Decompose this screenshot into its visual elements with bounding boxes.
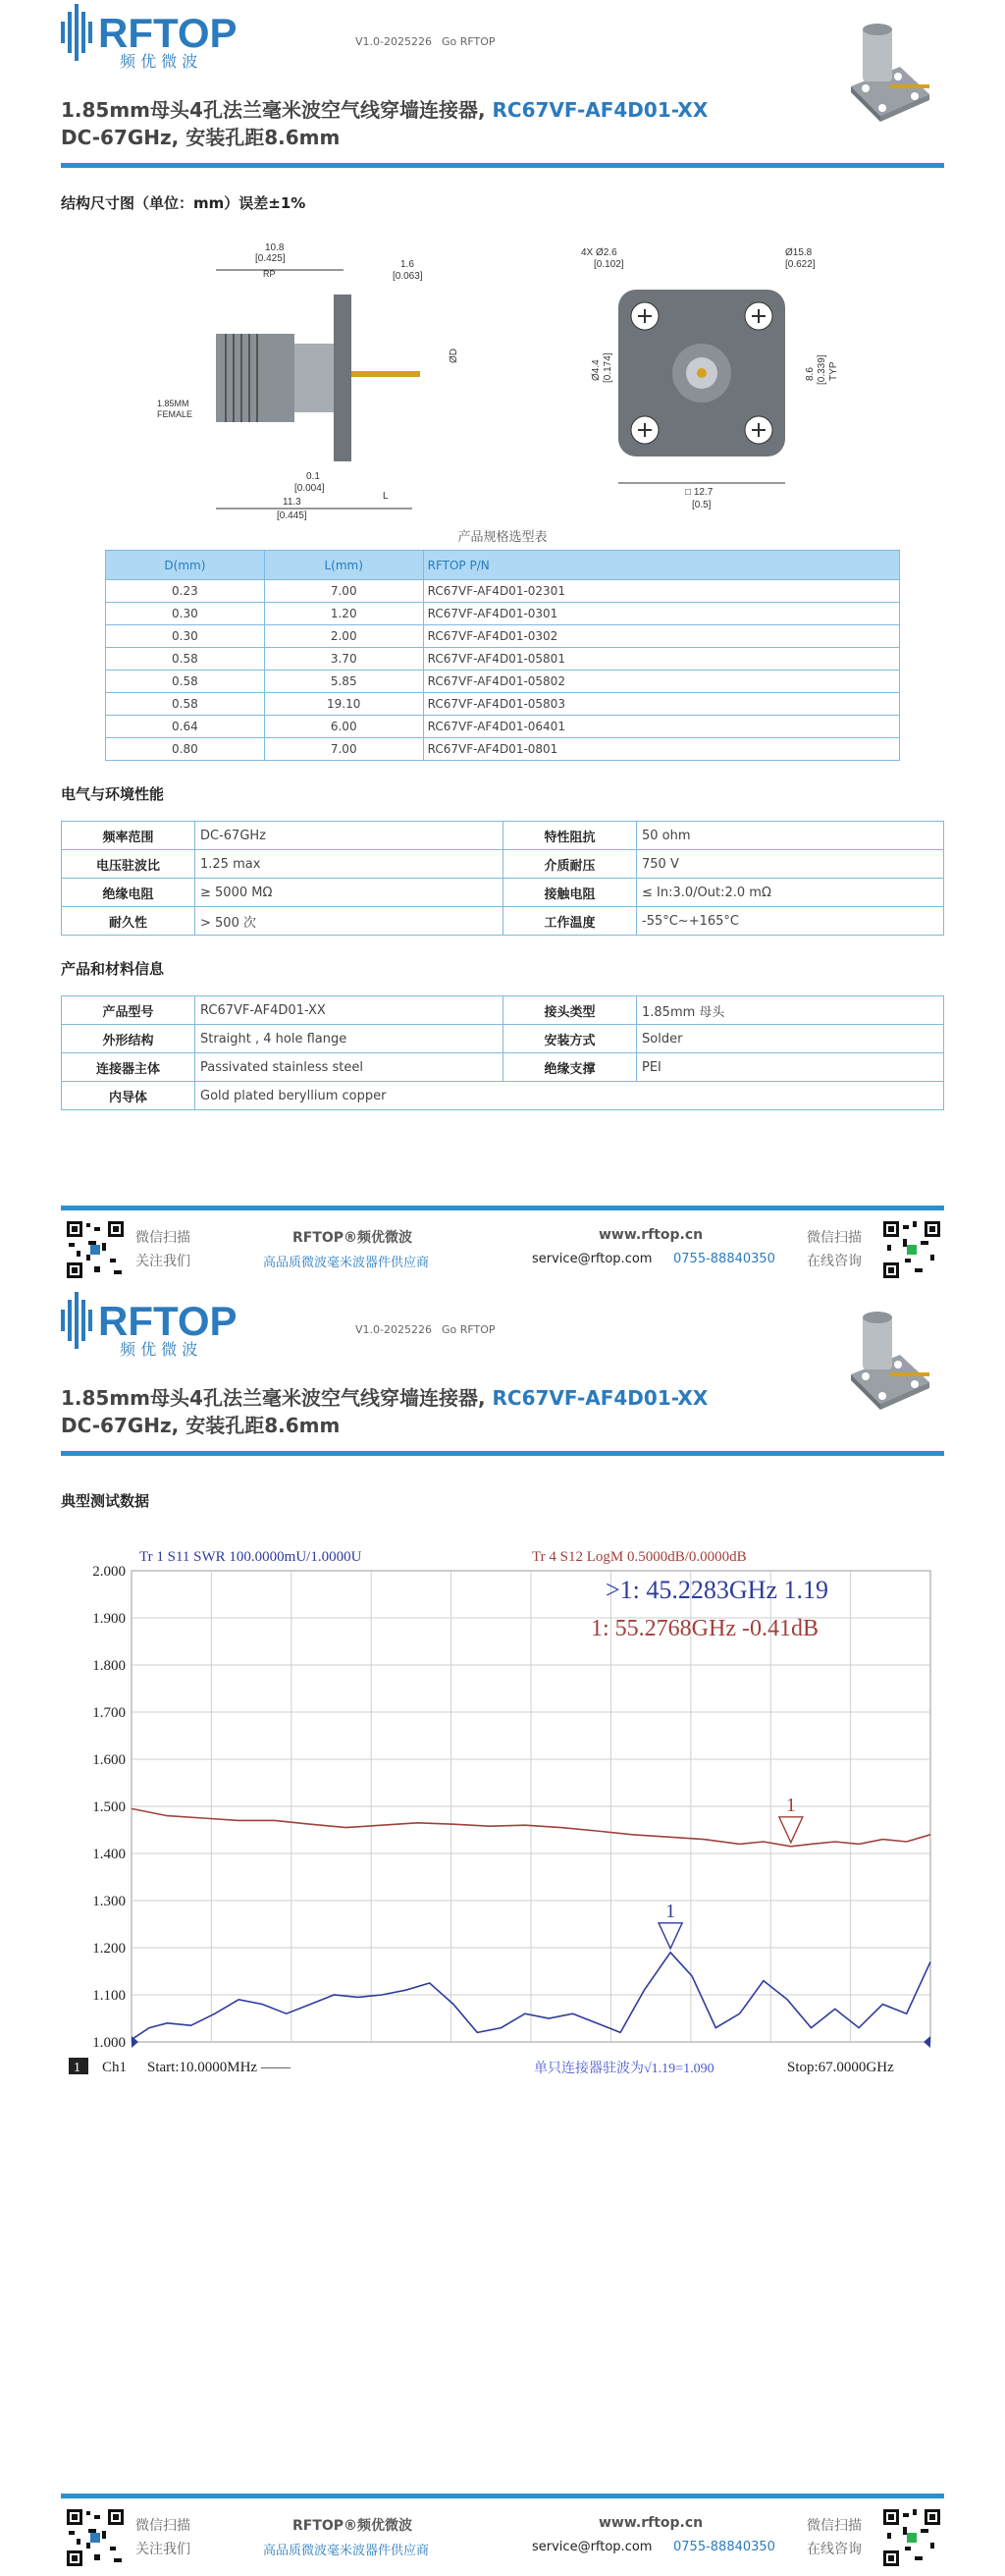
header-l: L(mm) xyxy=(264,551,423,580)
footer-follow: 关注我们 xyxy=(135,2542,190,2557)
product-title: 1.85mm母头4孔法兰毫米波空气线穿墙连接器, RC67VF-AF4D01-XX xyxy=(61,98,709,122)
y-tick-label: 1.900 xyxy=(92,1611,126,1627)
rftop-logo xyxy=(61,4,267,71)
table-row: 产品型号 RC67VF-AF4D01-XX 接头类型 1.85mm 母头 xyxy=(62,996,944,1025)
svg-text:8.6: 8.6 xyxy=(805,367,816,381)
svg-text:[0.425]: [0.425] xyxy=(255,253,286,264)
page-footer xyxy=(61,2494,944,2576)
table-row: 频率范围 DC-67GHz 特性阻抗 50 ohm xyxy=(62,822,944,850)
swr-note: 单只连接器驻波为√1.19=1.090 xyxy=(534,2062,714,2076)
y-tick-label: 2.000 xyxy=(92,1564,126,1580)
table-row: 外形结构 Straight , 4 hole flange 安装方式 Solder xyxy=(62,1025,944,1053)
qr-code-icon xyxy=(881,2507,942,2568)
qr-code-icon xyxy=(65,2507,126,2568)
svg-text:[0.339]: [0.339] xyxy=(817,354,827,385)
footer-website[interactable]: www.rftop.cn xyxy=(599,2515,704,2531)
qr-code-icon xyxy=(881,1219,942,1280)
spec-table xyxy=(105,550,900,761)
footer-wechat-scan-2: 微信扫描 xyxy=(807,2518,862,2534)
footer-brand: RFTOP®频优微波 xyxy=(292,1230,413,1246)
svg-text:0.1: 0.1 xyxy=(306,471,320,482)
company: Go RFTOP xyxy=(441,1323,496,1336)
section-material-title: 产品和材料信息 xyxy=(61,960,165,978)
header-d: D(mm) xyxy=(106,551,265,580)
product-subtitle: DC-67GHz, 安装孔距8.6mm xyxy=(61,126,341,149)
svg-text:[0.445]: [0.445] xyxy=(277,510,307,520)
spec-table-header xyxy=(106,551,900,580)
part-number: RC67VF-AF4D01-XX xyxy=(492,98,709,122)
table-row: 耐久性 > 500 次 工作温度 -55°C~+165°C xyxy=(62,907,944,936)
svg-text:Ø15.8: Ø15.8 xyxy=(785,247,813,258)
product-subtitle: DC-67GHz, 安装孔距8.6mm xyxy=(61,1414,341,1437)
y-tick-label: 1.000 xyxy=(92,2035,126,2051)
header-rule xyxy=(61,163,944,168)
table-row: 电压驻波比 1.25 max 介质耐压 750 V xyxy=(62,850,944,879)
table-row: 0.23 7.00 RC67VF-AF4D01-02301 xyxy=(106,580,900,603)
svg-text:Ø4.4: Ø4.4 xyxy=(591,359,602,381)
svg-text:TYP: TYP xyxy=(828,361,839,381)
footer-wechat-scan-2: 微信扫描 xyxy=(807,1230,862,1246)
section-electrical-title: 电气与环境性能 xyxy=(61,785,165,803)
svg-text:11.3: 11.3 xyxy=(283,497,301,508)
logo-text: RFTOP xyxy=(98,10,238,56)
product-title: 1.85mm母头4孔法兰毫米波空气线穿墙连接器, RC67VF-AF4D01-XX xyxy=(61,1386,709,1410)
spec-table-caption: 产品规格选型表 xyxy=(457,530,548,545)
table-row: 内导体 Gold plated beryllium copper xyxy=(62,1082,944,1110)
side-view xyxy=(157,242,459,520)
footer-follow: 关注我们 xyxy=(135,1254,190,1269)
electrical-table xyxy=(61,821,944,936)
vna-plot xyxy=(61,1541,944,2081)
svg-text:[0.174]: [0.174] xyxy=(603,352,613,383)
page-2 xyxy=(0,1288,1005,2576)
qr-code-icon xyxy=(65,1219,126,1280)
footer-website[interactable]: www.rftop.cn xyxy=(599,1227,704,1243)
svg-text:[0.622]: [0.622] xyxy=(785,259,816,270)
svg-text:4X Ø2.6: 4X Ø2.6 xyxy=(581,247,617,258)
table-row: 0.80 7.00 RC67VF-AF4D01-0801 xyxy=(106,738,900,761)
svg-text:RP: RP xyxy=(263,269,276,279)
header-rule xyxy=(61,1451,944,1456)
company: Go RFTOP xyxy=(441,35,496,48)
svg-text:[0.102]: [0.102] xyxy=(594,259,624,270)
table-row: 0.58 3.70 RC67VF-AF4D01-05801 xyxy=(106,648,900,671)
material-table xyxy=(61,995,944,1110)
y-tick-label: 1.600 xyxy=(92,1752,126,1768)
plot-grid xyxy=(132,1571,930,2048)
footer-slogan: 高品质微波毫米波器件供应商 xyxy=(263,1256,430,1270)
footer-brand: RFTOP®频优微波 xyxy=(292,2518,413,2534)
svg-text:[0.5]: [0.5] xyxy=(692,500,712,510)
y-tick-label: 1.700 xyxy=(92,1705,126,1721)
logo-sub: 频 优 微 波 xyxy=(120,52,198,71)
footer-phone: 0755-88840350 xyxy=(673,2540,775,2554)
svg-text:10.8: 10.8 xyxy=(265,242,285,253)
part-number: RC67VF-AF4D01-XX xyxy=(492,1386,709,1410)
channel-label: Ch1 xyxy=(102,2060,128,2075)
y-tick-label: 1.800 xyxy=(92,1658,126,1674)
y-tick-label: 1.400 xyxy=(92,1847,126,1862)
table-row: 0.30 1.20 RC67VF-AF4D01-0301 xyxy=(106,603,900,625)
dimension-drawing xyxy=(157,236,864,520)
svg-text:FEMALE: FEMALE xyxy=(157,409,193,419)
footer-rule xyxy=(61,1206,944,1210)
svg-text:L: L xyxy=(383,491,389,502)
product-image xyxy=(821,18,939,126)
footer-consult: 在线咨询 xyxy=(807,1254,862,1269)
footer-email[interactable]: service@rftop.com xyxy=(532,2540,653,2554)
footer-wechat-scan: 微信扫描 xyxy=(135,2518,190,2534)
trace1-label: Tr 1 S11 SWR 100.0000mU/1.0000U xyxy=(139,1549,362,1565)
marker1-readout: >1: 45.2283GHz 1.19 xyxy=(606,1576,828,1604)
page-header xyxy=(61,0,944,172)
y-tick-label: 1.500 xyxy=(92,1799,126,1815)
svg-text:1.85MM: 1.85MM xyxy=(157,399,189,408)
footer-wechat-scan: 微信扫描 xyxy=(135,1230,190,1246)
table-row: 0.58 5.85 RC67VF-AF4D01-05802 xyxy=(106,671,900,693)
start-freq: Start:10.0000MHz —— xyxy=(147,2060,291,2075)
test-chart xyxy=(61,1541,944,2081)
channel-num: 1 xyxy=(74,2061,80,2075)
version: V1.0-2025226 xyxy=(355,35,432,48)
footer-email[interactable]: service@rftop.com xyxy=(532,1252,653,1266)
front-view xyxy=(581,247,839,510)
y-tick-label: 1.200 xyxy=(92,1941,126,1957)
logo-sub: 频 优 微 波 xyxy=(120,1340,198,1359)
svg-text:1.6: 1.6 xyxy=(400,259,414,270)
table-row: 0.58 19.10 RC67VF-AF4D01-05803 xyxy=(106,693,900,716)
version-line xyxy=(355,35,505,48)
product-image xyxy=(821,1306,939,1414)
marker-s11-label: 1 xyxy=(665,1900,676,1922)
footer-phone: 0755-88840350 xyxy=(673,1252,775,1266)
footer-slogan: 高品质微波毫米波器件供应商 xyxy=(263,2544,430,2558)
table-row: 0.64 6.00 RC67VF-AF4D01-06401 xyxy=(106,716,900,738)
trace4-label: Tr 4 S12 LogM 0.5000dB/0.0000dB xyxy=(532,1549,747,1565)
svg-text:□ 12.7: □ 12.7 xyxy=(685,487,714,498)
page-footer xyxy=(61,1206,944,1288)
svg-text:[0.063]: [0.063] xyxy=(393,271,423,282)
y-tick-label: 1.300 xyxy=(92,1894,126,1909)
svg-text:[0.004]: [0.004] xyxy=(294,483,325,494)
header-pn: RFTOP P/N xyxy=(423,551,899,580)
stop-freq: Stop:67.0000GHz xyxy=(787,2060,894,2075)
section-drawing-title: 结构尺寸图（单位：mm）误差±1% xyxy=(61,194,306,212)
page-header xyxy=(61,1288,944,1460)
svg-text:ØD: ØD xyxy=(449,349,459,363)
marker-s12-label: 1 xyxy=(785,1794,796,1816)
y-tick-label: 1.100 xyxy=(92,1988,126,2004)
version: V1.0-2025226 xyxy=(355,1323,432,1336)
footer-consult: 在线咨询 xyxy=(807,2542,862,2557)
table-row: 连接器主体 Passivated stainless steel 绝缘支撑 PEI xyxy=(62,1053,944,1082)
marker4-readout: 1: 55.2768GHz -0.41dB xyxy=(591,1616,819,1641)
rftop-logo xyxy=(61,1292,267,1359)
footer-rule xyxy=(61,2494,944,2498)
table-row: 绝缘电阻 ≥ 5000 MΩ 接触电阻 ≤ In:3.0/Out:2.0 mΩ xyxy=(62,879,944,907)
y-tick-labels xyxy=(92,1564,126,2051)
table-row: 0.30 2.00 RC67VF-AF4D01-0302 xyxy=(106,625,900,648)
section-test-title: 典型测试数据 xyxy=(61,1492,150,1510)
logo-text: RFTOP xyxy=(98,1298,238,1344)
version-line xyxy=(355,1323,505,1336)
